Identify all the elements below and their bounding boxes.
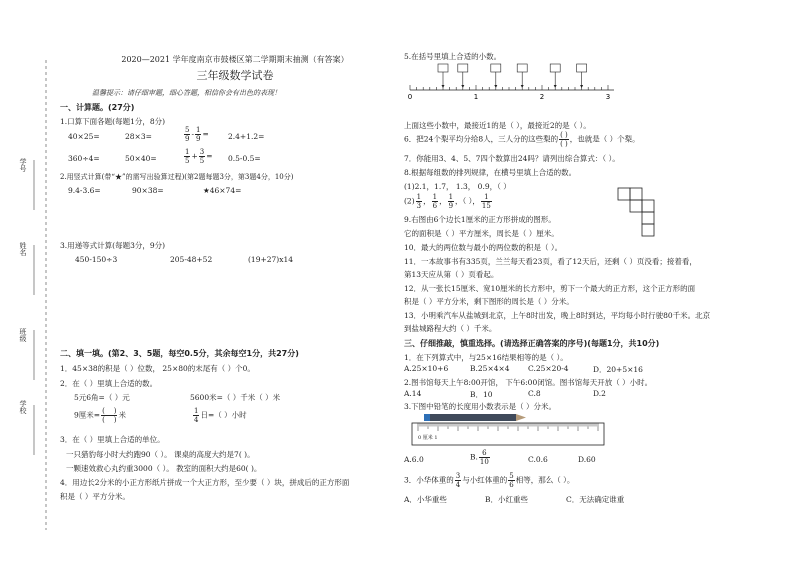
square-figure bbox=[617, 187, 667, 237]
choice-q1-d: D．20+5×16 bbox=[593, 365, 643, 374]
q6: 6．把24个梨平均分给8人，三人分的这些梨的 $\frac{( )}{( )}$ ，也就是（ ）个梨。 bbox=[404, 131, 640, 148]
fill-q2c: 9厘米= $\frac{( )}{( )}$ 米 bbox=[74, 407, 126, 424]
label-class: 班级 bbox=[19, 328, 27, 342]
q8b: (2) $\frac{1}{3}$ ， $\frac{1}{6}$ ， $\frac{1}{9}$ ，（ ）， $\frac{1}{15}$ bbox=[404, 193, 491, 210]
answer-box bbox=[438, 64, 448, 72]
fill-q2d: $\frac{1}{4}$ 日=（ ）小时 bbox=[194, 407, 247, 424]
number-line-label: 0 bbox=[407, 93, 413, 101]
q5b: 上面这些小数中，最接近1的是（ ），最接近2的是（ ）。 bbox=[404, 121, 591, 130]
calc-6: 0.5-0.5= bbox=[228, 154, 261, 163]
stepwise-calc-3: (19+27)x14 bbox=[248, 255, 293, 264]
answer-box bbox=[577, 64, 587, 72]
arrow-head bbox=[521, 85, 524, 88]
fill-q4a: 4．用边长2分米的小正方形纸片拼成一个大正方形，至少要（ ）块，拼成后的正方形面 bbox=[60, 478, 350, 487]
vertical-calc-1: 9.4-3.6= bbox=[68, 186, 101, 195]
choice-q1-b: B.25×4×4 bbox=[470, 364, 510, 373]
q8: 8.根据每组数的排列规律，在横号里填上合适的数。 bbox=[404, 168, 577, 177]
calc-4: 360÷4= bbox=[68, 154, 100, 163]
calc-3: 2.4+1.2= bbox=[228, 132, 265, 141]
tip-text: 温馨提示：请仔细审题，细心答题，相信你会有出色的表现！ bbox=[92, 89, 281, 97]
answer-box bbox=[491, 64, 501, 72]
number-line-label: 3 bbox=[605, 93, 611, 101]
answer-box bbox=[517, 64, 527, 72]
choice-q2-a: A.14 bbox=[404, 389, 422, 398]
fill-q3b: 一颗速效救心丸约重3000（ ）。 教室的面积大约是60( )。 bbox=[66, 464, 262, 473]
choice-q1-a: A.25×10+6 bbox=[404, 364, 449, 373]
vertical-calc-3: ★46×74= bbox=[203, 186, 242, 195]
fill-q3a: 一只猎豹每小时大约跑90（ ）。 课桌的高度大约是7( )。 bbox=[66, 450, 255, 459]
arrow-head bbox=[554, 85, 557, 88]
choice-q4-b: B．小红重些 bbox=[485, 495, 529, 504]
choice-q3-b: B. $\frac{6}{10}$ bbox=[470, 449, 489, 466]
arrow-head bbox=[461, 85, 464, 88]
choice-q2-c: C.8 bbox=[528, 389, 541, 398]
q13a: 13．小明乘汽车从盐城到北京，上午8时出发，晚上8时到达，平均每小时行驶80千米。北京 bbox=[404, 311, 711, 320]
choice-q4-a: A．小华重些 bbox=[404, 495, 447, 504]
calc-1: 40×25= bbox=[68, 132, 100, 141]
choice-q3-a: A.6.0 bbox=[404, 455, 424, 464]
exam-subtitle: 三年级数学试卷 bbox=[196, 69, 274, 82]
number-line-label: 1 bbox=[473, 93, 479, 101]
fill-q3: 3．在（ ）里填上合适的单位。 bbox=[60, 435, 165, 444]
calc-5: 50×40= bbox=[125, 154, 157, 163]
choice-q2-b: B．10 bbox=[470, 390, 493, 399]
section2-title: 二、填一填。(第2、3、5题，每空0.5分，其余每空1分，共27分) bbox=[60, 349, 299, 358]
choice-q1: 1．在下列算式中，与25×16结果相等的是（ ）。 bbox=[404, 353, 568, 362]
section3-title: 三、仔细推敲，慎重选择。(请选择正确答案的序号)(每题1分，共10分) bbox=[404, 339, 660, 348]
q2-title: 2.用竖式计算(带“★”的需写出验算过程)(第2题每题3分，第3题4分，10分) bbox=[60, 173, 294, 181]
label-name: 姓名 bbox=[19, 242, 27, 256]
ruler-with-pencil bbox=[408, 412, 608, 448]
choice-q2: 2.图书馆每天上午8:00开馆， 下午6:00闭馆。图书馆每天开放（ ）小时。 bbox=[404, 378, 653, 387]
q8a: (1)2.1，1.7， 1.3， 0.9，（ ） bbox=[404, 182, 511, 191]
q3-title: 3.用递等式计算(每题3分，9分) bbox=[60, 241, 166, 250]
arrow-head bbox=[494, 85, 497, 88]
q11b: 第13天应从第（ ）页看起。 bbox=[404, 270, 499, 279]
q1-title: 1.口算下面各题(每题1分，8分) bbox=[60, 117, 166, 126]
q5-title: 5.在括号里填上合适的小数。 bbox=[404, 52, 502, 61]
fill-q2a: 5元6角=（ ）元 bbox=[74, 393, 130, 402]
answer-box bbox=[458, 64, 468, 72]
fill-q1: 1．45×38的积是（ ）位数， 25×80的末尾有（ ）个0。 bbox=[60, 364, 255, 373]
q11a: 11．一本故事书有335页，兰兰每天看23页，看了12天后，还剩（ ）页没看；接着看， bbox=[404, 257, 697, 266]
q12a: 12．从一张长15厘米、宽10厘米的长方形中，剪下一个最大的正方形，这个正方形的面 bbox=[404, 284, 696, 293]
calc-frac-1: $\frac{5}{9}$ - $\frac{1}{9}$ = bbox=[185, 126, 209, 143]
label-student-id: 学号 bbox=[19, 158, 27, 172]
stepwise-calc-1: 450-150÷3 bbox=[75, 255, 118, 264]
exam-title: 2020—2021 学年度南京市鼓楼区第二学期期末抽测（有答案） bbox=[121, 55, 349, 64]
choice-q4-c: C．无法确定谁重 bbox=[566, 495, 625, 504]
choice-q2-d: D.2 bbox=[593, 389, 606, 398]
choice-q3-d: D.60 bbox=[578, 455, 596, 464]
binding-dashes bbox=[30, 60, 54, 530]
fill-q2b: 5600米=（ ）千米（ ）米 bbox=[190, 393, 281, 402]
q12b: 积是（ ）平方分米，剩下图形的周长是（ ）分米。 bbox=[404, 297, 574, 306]
choice-q1-c: C.25×20-4 bbox=[528, 364, 569, 373]
number-line-label: 2 bbox=[539, 93, 545, 101]
fill-q2: 2．在（ ）里填上合适的数。 bbox=[60, 379, 158, 388]
choice-q4: 3．小华体重的 $\frac{3}{4}$ 与小红体重的 $\frac{5}{6}$ 相等，那么（ ）。 bbox=[404, 472, 575, 489]
ruler-label: 0 厘米 1 bbox=[418, 435, 438, 441]
q9: 9.右图由6个边长1厘米的正方形拼成的图形。 bbox=[404, 215, 556, 224]
vertical-calc-2: 90×38= bbox=[132, 186, 164, 195]
calc-2: 28×3= bbox=[125, 132, 152, 141]
choice-q3-c: C.0.6 bbox=[528, 455, 548, 464]
q10: 10．最大的两位数与最小的两位数的积是（ ）。 bbox=[404, 243, 563, 252]
q13b: 到盐城路程大约（ ）千米。 bbox=[404, 324, 497, 333]
section1-title: 一、计算题。(27分) bbox=[60, 103, 135, 112]
q7: 7．你能用3、4、5、7四个数算出24吗？请列出综合算式：（ ）。 bbox=[404, 154, 620, 163]
calc-frac-2: $\frac{1}{5}$ + $\frac{3}{5}$ = bbox=[185, 148, 213, 165]
stepwise-calc-2: 205-48+52 bbox=[170, 255, 213, 264]
q9b: 它的面积是（ ）平方厘米，周长是（ ）厘米。 bbox=[404, 229, 559, 238]
arrow-head bbox=[442, 85, 445, 88]
arrow-head bbox=[580, 85, 583, 88]
fill-q4b: 积是（ ）平方分米。 bbox=[60, 492, 130, 501]
answer-box bbox=[550, 64, 560, 72]
choice-q3: 3.下图中铅笔的长度用小数表示是（ ）分米。 bbox=[404, 402, 557, 411]
label-school: 学校 bbox=[19, 400, 27, 414]
number-line bbox=[404, 62, 624, 106]
